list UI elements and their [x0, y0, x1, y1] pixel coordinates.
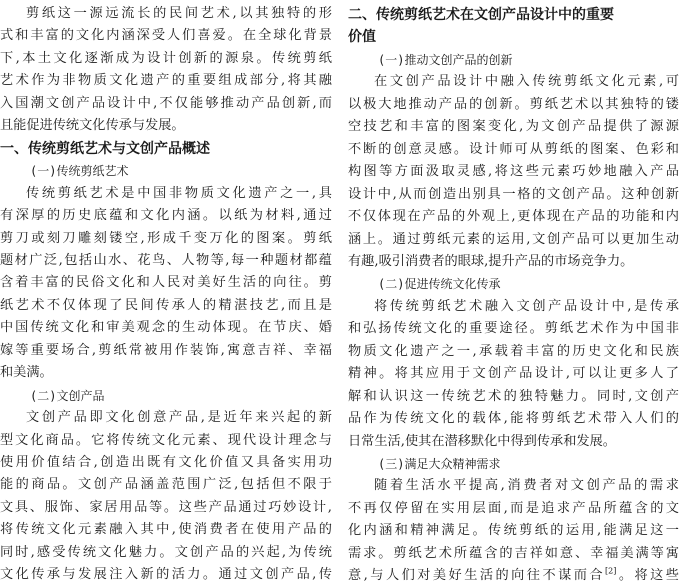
text-line: 同时,感受传统文化魅力。文创产品的兴起,为传统	[0, 544, 332, 560]
text-line: 剪刀或刻刀雕刻镂空,形成千变万化的图案。剪纸	[0, 230, 332, 246]
left-column	[0, 0, 332, 583]
text-line: 能的商品。文创产品涵盖范围广泛,包括但不限于	[0, 477, 332, 493]
section-heading: 价值	[348, 29, 376, 46]
text-line: 嫁等重要场合,剪纸常被用作装饰,寓意吉祥、幸福	[0, 342, 332, 358]
subsection-heading: (二)促进传统文化传承	[378, 277, 501, 292]
text-line: 型文化商品。它将传统文化元素、现代设计理念与	[0, 432, 332, 448]
paragraph-first-line: 随着生活水平提高,消费者对文创产品的需求	[374, 478, 679, 494]
text-line: 纸艺术不仅体现了民间传承人的精湛技艺,而且是	[0, 297, 332, 313]
text-line: 将传统文化元素融入其中,使消费者在使用产品的	[0, 522, 332, 538]
subsection-heading: (三)满足大众精神需求	[378, 457, 501, 471]
text-line: 品作为传统文化的载体,能将剪纸艺术带入人们的	[348, 411, 679, 427]
text-line: 不仅体现在产品的外观上,更体现在产品的功能和内	[348, 209, 679, 225]
line-text-after-citation: 。将这些	[616, 568, 679, 584]
paragraph-last-line: 日常生活,使其在潜移默化中得到传承和发展。	[348, 433, 616, 449]
text-line: 设计中,从而创造出别具一格的文创产品。这种创新	[348, 186, 679, 202]
paragraph-first-line: 剪纸这一源远流长的民间艺术,以其独特的形	[26, 6, 332, 21]
paragraph-last-line: 和美满。	[0, 365, 53, 381]
section-heading: 二、传统剪纸艺术在文创产品设计中的重要	[348, 7, 614, 23]
paragraph-line-with-citation	[348, 565, 679, 587]
text-line: 不再仅停留在实用层面,而是追求产品所蕴含的文	[348, 500, 679, 516]
text-line: 解和认识这一传统艺术的独特魅力。同时,文创产	[348, 388, 679, 404]
text-line: 有深厚的历史底蕴和文化内涵。以纸为材料,通过	[0, 208, 332, 224]
paragraph-last-line: 且能促进传统文化传承与发展。	[0, 118, 185, 134]
right-column	[348, 0, 679, 584]
section-heading: 一、传统剪纸艺术与文创产品概述	[0, 140, 210, 157]
paragraph-first-line: 在文创产品设计中融入传统剪纸文化元素,可	[374, 74, 679, 90]
subsection-heading: (二)文创产品	[30, 388, 105, 403]
text-line: 文化传承与发展注入新的活力。通过文创产品,传	[0, 567, 332, 583]
text-line: 文具、服饰、家居用品等。这些产品通过巧妙设计,	[0, 499, 332, 515]
text-line: 空技艺和丰富的图案变化,为文创产品提供了源源	[348, 119, 679, 135]
text-line: 艺术作为非物质文化遗产的重要组成部分,将其融	[0, 73, 332, 89]
paragraph-last-line: 有趣,吸引消费者的眼球,提升产品的市场竞争力。	[348, 253, 634, 269]
text-line: 和弘扬传统文化的重要途径。剪纸艺术作为中国非	[348, 321, 679, 337]
line-text: 意,与人们对美好生活的向往不谋而合	[348, 568, 606, 584]
text-line: 化内涵和精神满足。传统剪纸的运用,能满足这一	[348, 523, 679, 539]
paragraph-first-line: 将传统剪纸艺术融入文创产品设计中,是传承	[374, 298, 679, 314]
text-line: 下,本土文化逐渐成为设计创新的源泉。传统剪纸	[0, 50, 332, 66]
text-line: 含着丰富的民俗文化和人民对美好生活的向往。剪	[0, 275, 332, 291]
text-line: 以极大地推动产品的创新。剪纸艺术以其独特的镂	[348, 96, 679, 112]
subsection-heading: (一)传统剪纸艺术	[30, 164, 129, 179]
text-line: 涵上。通过剪纸元素的运用,文创产品可以更加生动	[348, 231, 679, 247]
text-line: 中国传统文化和审美观念的生动体现。在节庆、婚	[0, 320, 332, 336]
text-line: 使用价值结合,创造出既有文化价值又具备实用功	[0, 455, 332, 470]
text-line: 需求。剪纸艺术所蕴含的吉祥如意、幸福美满等寓	[348, 545, 679, 561]
text-line: 题材广泛,包括山水、花鸟、人物等,每一种题材都蕴	[0, 252, 332, 268]
text-line: 物质文化遗产之一,承载着丰富的历史文化和民族	[348, 343, 679, 359]
paragraph-first-line: 传统剪纸艺术是中国非物质文化遗产之一,具	[26, 185, 332, 201]
text-line: 构图等方面汲取灵感,将这些元素巧妙地融入产品	[348, 164, 679, 180]
paragraph-first-line: 文创产品即文化创意产品,是近年来兴起的新	[26, 410, 332, 426]
text-line: 入国潮文创产品设计中,不仅能够推动产品创新,而	[0, 95, 332, 111]
citation-mark: [2]	[605, 566, 617, 576]
text-line: 不断的创意灵感。设计师可从剪纸的图案、色彩和	[348, 141, 679, 157]
text-line: 式和丰富的文化内涵深受人们喜爱。在全球化背景	[0, 28, 332, 44]
subsection-heading: (一)推动文创产品的创新	[378, 52, 513, 67]
text-line: 精神。将其应用于文创产品设计,可以让更多人了	[348, 366, 679, 382]
